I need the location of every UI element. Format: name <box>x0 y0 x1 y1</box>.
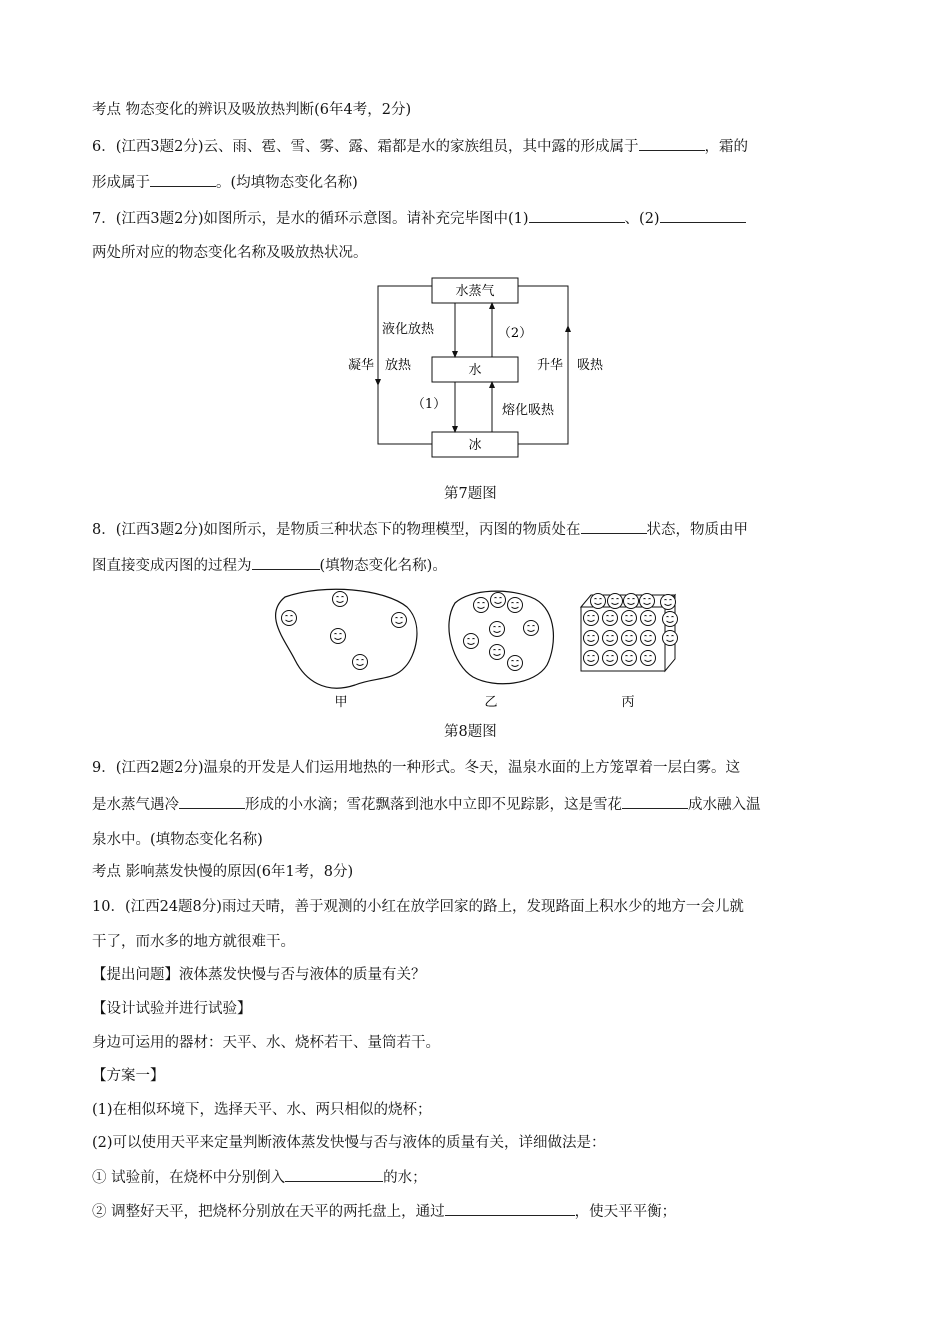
q8-text-b: 状态，物质由甲 <box>646 522 748 538</box>
label-yi: 乙 <box>484 695 498 710</box>
vapor-label: 水蒸气 <box>455 284 495 299</box>
liquefy-label: 液化放热 <box>381 322 435 337</box>
q10-design: 【设计试验并进行试验】 <box>92 1001 252 1017</box>
q7-answer-blank-1[interactable] <box>529 208 625 223</box>
melt-label: 熔化吸热 <box>501 403 555 418</box>
q9-answer-blank-1[interactable] <box>179 794 245 809</box>
q7-text-c: 两处所对应的物态变化名称及吸放热状况。 <box>92 245 368 261</box>
q8-answer-blank-2[interactable] <box>252 555 320 570</box>
q10-s3-text-a: ① 试验前，在烧杯中分别倒入 <box>92 1170 286 1186</box>
q10-s3-text-b: 的水； <box>383 1170 427 1186</box>
q10-s4-text-a: ② 调整好天平，把烧杯分别放在天平的两托盘上，通过 <box>92 1204 445 1220</box>
q6-answer-blank-1[interactable] <box>639 136 705 151</box>
solid-cube <box>581 594 678 672</box>
question-7-line-2 <box>92 243 368 263</box>
q9-text-a: 9．(江西2题2分)温泉的开发是人们运用地热的一种形式。冬天，温泉水面的上方笼罩着一层白雾。这 <box>92 760 740 776</box>
gas-boundary <box>276 589 417 688</box>
q10-answer-blank-2[interactable] <box>445 1201 575 1216</box>
q8-answer-blank-1[interactable] <box>581 519 647 534</box>
q9-answer-blank-2[interactable] <box>622 794 688 809</box>
question-10-line-2 <box>92 932 295 952</box>
figure-8-caption: 第8题图 <box>444 724 497 740</box>
mark-2-label: （2） <box>497 326 533 341</box>
q10-text-b: 干了，而水多的地方就很难干。 <box>92 934 295 950</box>
q6-text-a: 6．(江西3题2分)云、雨、雹、雪、雾、露、霜都是水的家族组员，其中露的形成属于 <box>92 139 639 155</box>
q7-text-a: 7．(江西3题2分)如图所示，是水的循环示意图。请补充完毕图中(1) <box>92 211 529 227</box>
q10-step-1: (1)在相似环境下，选择天平、水、两只相似的烧杯； <box>92 1102 432 1118</box>
water-label: 水 <box>468 363 482 378</box>
sublimation-label-2: 吸热 <box>576 358 604 373</box>
q8-text-a: 8．(江西3题2分)如图所示，是物质三种状态下的物理模型，丙图的物质处在 <box>92 522 581 538</box>
figure-7-caption: 第7题图 <box>444 486 497 502</box>
label-jia: 甲 <box>334 695 348 710</box>
q6-text-c: 形成属于 <box>92 175 150 191</box>
q9-text-e: 泉水中。(填物态变化名称) <box>92 832 263 848</box>
deposition-label-1: 凝华 <box>347 358 375 373</box>
mark-1-label: （1） <box>411 397 447 412</box>
q10-question: 【提出问题】液体蒸发快慢与否与液体的质量有关？ <box>92 967 426 983</box>
question-9-line-2 <box>92 794 761 815</box>
q10-step-4 <box>92 1201 676 1222</box>
q6-text-d: 。(均填物态变化名称) <box>216 175 358 191</box>
q9-text-c: 形成的小水滴；雪花飘落到池水中立即不见踪影，这是雪花 <box>245 797 622 813</box>
q8-text-c: 图直接变成丙图的过程为 <box>92 558 252 574</box>
question-8-line-1 <box>92 519 748 540</box>
q10-plan: 【方案一】 <box>92 1068 165 1084</box>
deposition-label-2: 放热 <box>384 358 412 373</box>
q8-text-d: (填物态变化名称)。 <box>319 558 447 574</box>
matter-state-models <box>265 585 695 715</box>
q6-answer-blank-2[interactable] <box>150 172 216 187</box>
q10-step-2: (2)可以使用天平来定量判断液体蒸发快慢与否与液体的质量有关，详细做法是： <box>92 1135 606 1151</box>
question-9-line-1 <box>92 758 740 778</box>
q10-step-3 <box>92 1167 427 1188</box>
ice-label: 冰 <box>468 438 482 453</box>
water-cycle-diagram <box>340 268 620 468</box>
q10-materials: 身边可运用的器材：天平、水、烧杯若干、量筒若干。 <box>92 1035 440 1051</box>
section-heading-kaodian-2: 考点 影响蒸发快慢的原因(6年1考，8分) <box>92 864 354 880</box>
question-10-line-1 <box>92 897 744 917</box>
question-6-line-1 <box>92 136 748 157</box>
question-8-line-2 <box>92 555 447 576</box>
sublimation-label-1: 升华 <box>536 358 564 373</box>
q10-s4-text-b: ，使天平平衡； <box>574 1204 677 1220</box>
q9-text-b: 是水蒸气遇冷 <box>92 797 179 813</box>
section-heading-kaodian-1: 考点 物态变化的辨识及吸放热判断(6年4考，2分) <box>92 102 412 118</box>
question-6-line-2 <box>92 172 358 193</box>
label-bing: 丙 <box>621 695 635 710</box>
q6-text-b: ，霜的 <box>704 139 748 155</box>
q7-answer-blank-2[interactable] <box>660 208 746 223</box>
question-9-line-3 <box>92 830 263 850</box>
q10-text-a: 10．(江西24题8分)雨过天晴，善于观测的小红在放学回家的路上，发现路面上积水少的地方一会儿就 <box>92 899 744 915</box>
q9-text-d: 成水融入温 <box>688 797 761 813</box>
question-7-line-1 <box>92 208 746 229</box>
q7-text-b: 、(2) <box>624 211 660 227</box>
q10-answer-blank-1[interactable] <box>285 1167 383 1182</box>
